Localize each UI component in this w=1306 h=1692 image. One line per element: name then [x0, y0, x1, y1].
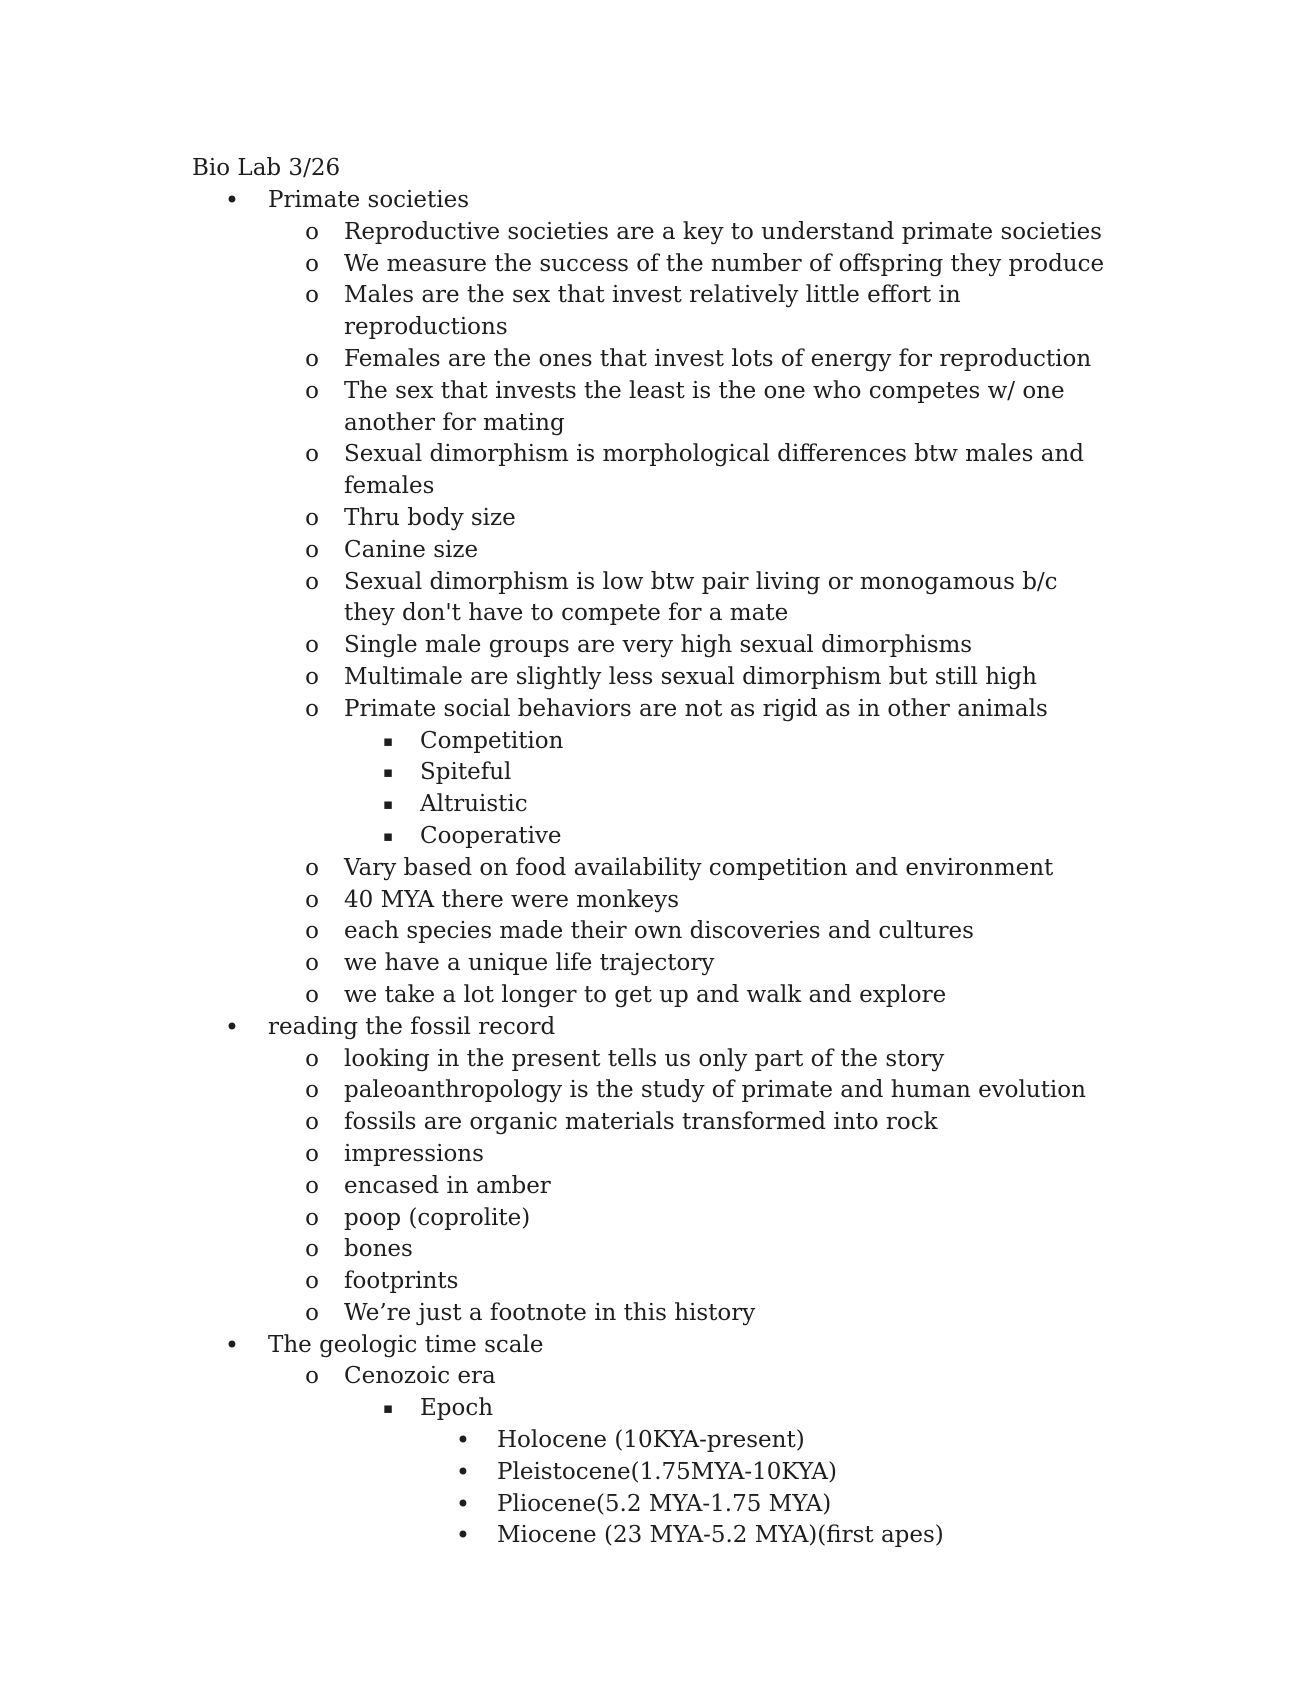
outline-item-level-2 [0, 503, 1306, 535]
outline-item-text: The sex that invests the least is the one who competes w/ one another for mating [344, 377, 1065, 436]
outline-item-level-2 [0, 1107, 1306, 1139]
outline-item-text: Males are the sex that invest relatively little effort in reproductions [344, 282, 961, 341]
bullet-marker: ▪ [382, 731, 394, 750]
bullet-marker: o [305, 663, 319, 690]
bullet-marker: o [305, 1172, 319, 1199]
outline-item-text: Single male groups are very high sexual dimorphisms [344, 632, 973, 659]
outline-item-level-2 [0, 1234, 1306, 1266]
outline-item-text: Cenozoic era [344, 1363, 496, 1390]
outline-item-text: reading the fossil record [268, 1013, 556, 1040]
outline-item-text: fossils are organic materials transformed into rock [344, 1109, 938, 1136]
bullet-marker: o [305, 1299, 319, 1326]
outline-item-text: impressions [344, 1140, 484, 1167]
outline-item-text: The geologic time scale [268, 1331, 544, 1358]
outline-item-level-2 [0, 535, 1306, 567]
bullet-marker: o [305, 695, 319, 722]
outline-item-text: Cooperative [420, 822, 562, 849]
outline-item-level-2 [0, 439, 1306, 503]
bullet-marker: o [305, 1268, 319, 1295]
outline-item-text: bones [344, 1236, 413, 1263]
outline-item-text: Multimale are slightly less sexual dimorphism but still high [344, 663, 1037, 690]
bullet-marker: • [224, 186, 240, 214]
outline-item-text: Miocene (23 MYA-5.2 MYA)(first apes) [497, 1522, 944, 1549]
outline-item-level-4 [0, 1425, 1306, 1457]
bullet-marker: o [305, 568, 319, 595]
outline-item-text: Reproductive societies are a key to understand primate societies [344, 218, 1102, 245]
bullet-marker: o [305, 981, 319, 1008]
outline-item-text: looking in the present tells us only part of the story [344, 1045, 945, 1072]
outline-list [0, 185, 1306, 1552]
outline-item-text: Pliocene(5.2 MYA-1.75 MYA) [497, 1490, 832, 1517]
outline-item-text: Primate societies [268, 187, 470, 213]
outline-item-text: Epoch [420, 1395, 494, 1422]
outline-item-level-1 [0, 185, 1306, 217]
bullet-marker: • [455, 1489, 471, 1518]
outline-item-text: Sexual dimorphism is low btw pair living or monogamous b/c they don't have to compete for a mate [344, 568, 1058, 627]
outline-item-text: we take a lot longer to get up and walk and explore [344, 981, 947, 1008]
outline-item-level-2 [0, 853, 1306, 885]
outline-item-text: Vary based on food availability competition and environment [344, 854, 1054, 881]
outline-item-level-2 [0, 280, 1306, 344]
bullet-marker: o [305, 854, 319, 881]
bullet-marker: o [305, 1236, 319, 1263]
outline-item-level-3 [0, 726, 1306, 758]
outline-item-text: poop (coprolite) [344, 1204, 531, 1231]
outline-item-text: Thru body size [344, 504, 516, 531]
outline-item-level-2 [0, 249, 1306, 281]
outline-item-level-3 [0, 1393, 1306, 1425]
outline-item-text: Sexual dimorphism is morphological differences btw males and females [344, 441, 1084, 500]
bullet-marker: • [224, 1012, 240, 1041]
bullet-marker: o [305, 886, 319, 913]
outline-item-level-2 [0, 630, 1306, 662]
outline-item-level-2 [0, 1139, 1306, 1171]
page-title: Bio Lab 3/26 [192, 155, 341, 181]
outline-item-text: Competition [420, 727, 564, 754]
bullet-marker: o [305, 282, 319, 309]
outline-item-level-2 [0, 1203, 1306, 1235]
bullet-marker: o [305, 1077, 319, 1104]
outline-item-level-2 [0, 217, 1306, 249]
bullet-marker: • [455, 1426, 471, 1455]
bullet-marker: o [305, 950, 319, 977]
outline-item-level-2 [0, 376, 1306, 440]
bullet-marker: o [305, 1363, 319, 1390]
bullet-marker: o [305, 1045, 319, 1072]
outline-item-text: 40 MYA there were monkeys [344, 886, 680, 913]
outline-item-level-2 [0, 1266, 1306, 1298]
outline-item-text: Holocene (10KYA-present) [497, 1427, 805, 1454]
outline-item-text: Females are the ones that invest lots of energy for reproduction [344, 345, 1092, 372]
outline-item-level-3 [0, 789, 1306, 821]
bullet-marker: o [305, 536, 319, 563]
bullet-marker: ▪ [382, 826, 394, 845]
bullet-marker: o [305, 1109, 319, 1136]
outline-item-text: Canine size [344, 536, 479, 563]
outline-item-level-2 [0, 344, 1306, 376]
bullet-marker: • [455, 1521, 471, 1550]
outline-item-level-2 [0, 1361, 1306, 1393]
outline-item-level-4 [0, 1457, 1306, 1489]
bullet-marker: o [305, 250, 319, 277]
outline-item-text: encased in amber [344, 1172, 551, 1199]
outline-item-level-1 [0, 1012, 1306, 1044]
outline-item-level-2 [0, 885, 1306, 917]
bullet-marker: ▪ [382, 1399, 394, 1418]
outline-item-level-3 [0, 821, 1306, 853]
bullet-marker: o [305, 918, 319, 945]
outline-item-level-2 [0, 1171, 1306, 1203]
outline-item-level-2 [0, 980, 1306, 1012]
bullet-marker: • [224, 1330, 240, 1359]
bullet-marker: o [305, 632, 319, 659]
outline-item-text: footprints [344, 1268, 459, 1295]
outline-item-level-2 [0, 567, 1306, 631]
bullet-marker: o [305, 441, 319, 468]
outline-item-level-4 [0, 1489, 1306, 1521]
outline-item-level-2 [0, 694, 1306, 726]
bullet-marker: o [305, 504, 319, 531]
outline-item-level-4 [0, 1520, 1306, 1552]
outline-item-text: We measure the success of the number of offspring they produce [344, 250, 1105, 277]
outline-item-text: we have a unique life trajectory [344, 950, 715, 977]
outline-item-level-2 [0, 662, 1306, 694]
outline-item-level-2 [0, 916, 1306, 948]
outline-item-text: Pleistocene(1.75MYA-10KYA) [497, 1458, 837, 1485]
bullet-marker: • [455, 1457, 471, 1486]
bullet-marker: o [305, 345, 319, 372]
bullet-marker: o [305, 1140, 319, 1167]
bullet-marker: o [305, 218, 319, 245]
outline-item-text: Spiteful [420, 759, 512, 786]
bullet-marker: ▪ [382, 795, 394, 814]
outline-item-level-2 [0, 1298, 1306, 1330]
bullet-marker: ▪ [382, 763, 394, 782]
outline-item-level-2 [0, 1044, 1306, 1076]
bullet-marker: o [305, 377, 319, 404]
outline-item-text: We’re just a footnote in this history [344, 1299, 756, 1326]
outline-item-text: each species made their own discoveries and cultures [344, 918, 974, 945]
outline-item-text: Primate social behaviors are not as rigid as in other animals [344, 695, 1048, 722]
outline-item-level-2 [0, 948, 1306, 980]
outline-item-text: Altruistic [420, 791, 528, 818]
outline-item-level-3 [0, 757, 1306, 789]
bullet-marker: o [305, 1204, 319, 1231]
outline-item-level-2 [0, 1075, 1306, 1107]
outline-item-level-1 [0, 1330, 1306, 1362]
outline-item-text: paleoanthropology is the study of primate and human evolution [344, 1077, 1086, 1104]
